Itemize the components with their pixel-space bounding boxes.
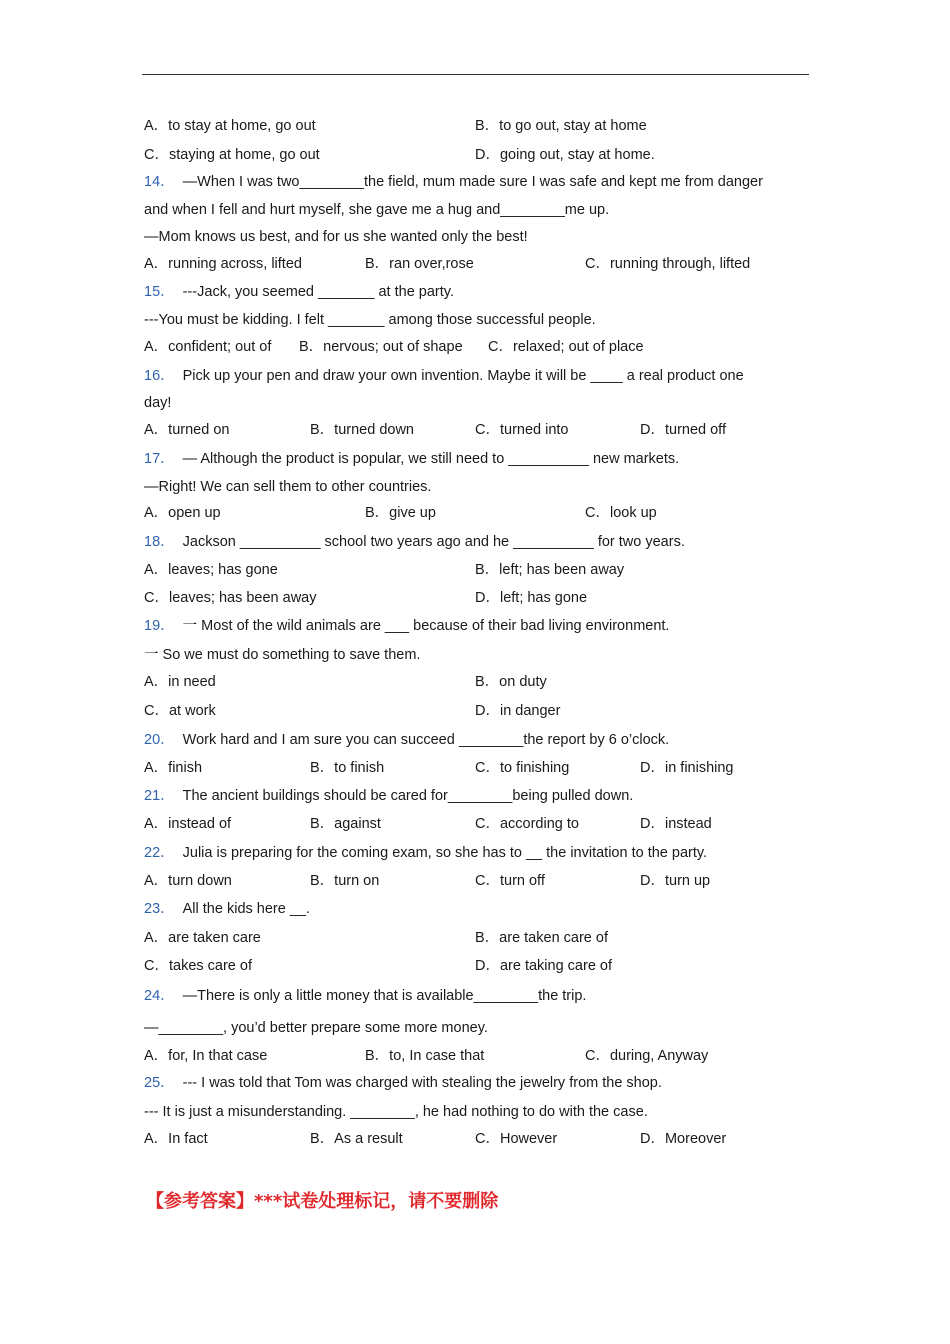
q20-option-b: B．to finish: [310, 760, 385, 776]
q18-stem-line-1: 18． Jackson __________ school two years ago and he __________ for two years.: [144, 534, 685, 550]
q16-stem-line-1: 16． Pick up your pen and draw your own invention. Maybe it will be ____ a real product one: [144, 368, 744, 384]
q21-option-c: C．according to: [475, 816, 579, 832]
q13-option-d: D．going out, stay at home.: [475, 147, 655, 163]
q24-option-c: C．during, Anyway: [585, 1048, 709, 1064]
header-rule: [142, 74, 809, 75]
q20-option-d: D．in finishing: [640, 760, 734, 776]
q19-option-c: C．at work: [144, 703, 216, 719]
q18-option-a: A．leaves; has gone: [144, 562, 278, 578]
q20-option-a: A．finish: [144, 760, 203, 776]
q18-option-b: B．left; has been away: [475, 562, 625, 578]
q21-number: 21．: [144, 788, 175, 804]
q23-option-d: D．are taking care of: [475, 958, 613, 974]
q16-option-c: C．turned into: [475, 422, 569, 438]
q15-number: 15．: [144, 284, 175, 300]
q16-number: 16．: [144, 368, 175, 384]
q19-option-d: D．in danger: [475, 703, 561, 719]
q14-option-b: B．ran over,rose: [365, 256, 474, 272]
q14-stem-line-3: —Mom knows us best, and for us she wanted only the best!: [144, 229, 528, 245]
q13-option-c: C．staying at home, go out: [144, 147, 320, 163]
q25-stem-line-1: 25． --- I was told that Tom was charged with stealing the jewelry from the shop.: [144, 1075, 662, 1091]
q17-stem-line-2: —Right! We can sell them to other countries.: [144, 479, 432, 495]
q17-stem-line-1: 17． — Although the product is popular, we still need to __________ new markets.: [144, 451, 680, 467]
q23-option-a: A．are taken care: [144, 930, 261, 946]
q21-option-d: D．instead: [640, 816, 712, 832]
q24-option-a: A．for, In that case: [144, 1048, 268, 1064]
answer-key-heading: 【参考答案】***试卷处理标记，请不要删除: [146, 1191, 499, 1212]
q21-option-b: B．against: [310, 816, 381, 832]
q25-stem-line-2: --- It is just a misunderstanding. ________, he had nothing to do with the case.: [144, 1104, 648, 1120]
q19-stem-line-1: 19． 一 Most of the wild animals are ___ because of their bad living environment.: [144, 618, 670, 634]
q14-option-a: A．running across, lifted: [144, 256, 302, 272]
q25-option-b: B．As a result: [310, 1131, 403, 1147]
q18-option-c: C．leaves; has been away: [144, 590, 317, 606]
q19-option-a: A．in need: [144, 674, 216, 690]
q23-stem-line-1: 23． All the kids here __.: [144, 901, 310, 917]
q14-option-c: C．running through, lifted: [585, 256, 751, 272]
q24-number: 24．: [144, 988, 175, 1004]
q17-option-a: A．open up: [144, 505, 221, 521]
q16-option-d: D．turned off: [640, 422, 726, 438]
q22-option-c: C．turn off: [475, 873, 545, 889]
q23-number: 23．: [144, 901, 175, 917]
q23-option-c: C．takes care of: [144, 958, 252, 974]
q14-number: 14．: [144, 174, 175, 190]
q24-stem-line-1: 24． —There is only a little money that is available________the trip.: [144, 988, 587, 1004]
q17-option-b: B．give up: [365, 505, 436, 521]
q14-stem-line-2: and when I fell and hurt myself, she gave me a hug and________me up.: [144, 202, 610, 218]
q22-option-d: D．turn up: [640, 873, 711, 889]
q17-option-c: C．look up: [585, 505, 657, 521]
q19-option-b: B．on duty: [475, 674, 547, 690]
q19-number: 19．: [144, 618, 175, 634]
q25-option-a: A．In fact: [144, 1131, 208, 1147]
q19-stem-line-2: 一 So we must do something to save them.: [144, 647, 421, 663]
q24-option-b: B．to, In case that: [365, 1048, 485, 1064]
q13-option-a: A．to stay at home, go out: [144, 118, 316, 134]
q23-option-b: B．are taken care of: [475, 930, 608, 946]
q20-option-c: C．to finishing: [475, 760, 570, 776]
q15-stem-line-2: ---You must be kidding. I felt _______ among those successful people.: [144, 312, 596, 328]
q24-stem-line-2: —________, you’d better prepare some more money.: [144, 1020, 488, 1036]
q18-option-d: D．left; has gone: [475, 590, 588, 606]
q17-number: 17．: [144, 451, 175, 467]
q15-option-c: C．relaxed; out of place: [488, 339, 644, 355]
q15-stem-line-1: 15． ---Jack, you seemed _______ at the party.: [144, 284, 454, 300]
q21-stem-line-1: 21． The ancient buildings should be cared for________being pulled down.: [144, 788, 634, 804]
q22-number: 22．: [144, 845, 175, 861]
q20-number: 20．: [144, 732, 175, 748]
q22-stem-line-1: 22． Julia is preparing for the coming exam, so she has to __ the invitation to the party.: [144, 845, 708, 861]
q25-option-c: C．However: [475, 1131, 558, 1147]
q21-option-a: A．instead of: [144, 816, 232, 832]
q20-stem-line-1: 20． Work hard and I am sure you can succeed ________the report by 6 o’clock.: [144, 732, 670, 748]
q16-option-b: B．turned down: [310, 422, 414, 438]
q14-stem-line-1: 14． —When I was two________the field, mum made sure I was safe and kept me from danger: [144, 174, 763, 190]
q22-option-a: A．turn down: [144, 873, 232, 889]
q15-option-b: B．nervous; out of shape: [299, 339, 463, 355]
q16-option-a: A．turned on: [144, 422, 230, 438]
q15-option-a: A．confident; out of: [144, 339, 272, 355]
q25-option-d: D．Moreover: [640, 1131, 727, 1147]
q25-number: 25．: [144, 1075, 175, 1091]
q18-number: 18．: [144, 534, 175, 550]
q16-stem-line-2: day!: [144, 395, 172, 411]
q22-option-b: B．turn on: [310, 873, 380, 889]
q13-option-b: B．to go out, stay at home: [475, 118, 647, 134]
